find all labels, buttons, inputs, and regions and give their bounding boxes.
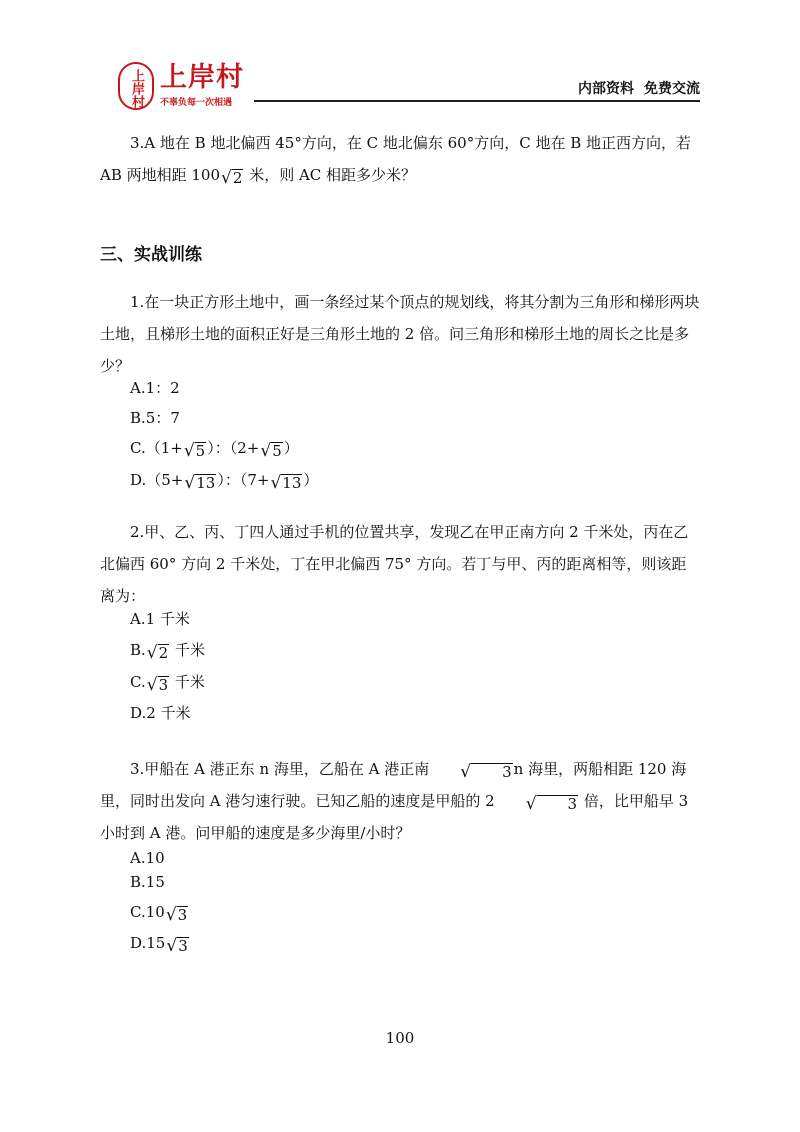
prev-question-line-1: 3.A 地在 B 地北偏西 45°方向，在 C 地北偏东 60°方向，C 地在 B 地正西方向，若 [130,134,692,152]
q1-option-a: A.1：2 [130,379,180,397]
sqrt: √ 2 [221,168,243,188]
header-note-left: 内部资料 [578,81,634,97]
logo-name: 上岸村 [160,62,244,93]
q1-option-c: C.（1+ √ 5 ）：（2+ √ 5 ） [130,439,299,461]
header-note-right: 免费交流 [644,81,700,97]
q1-option-b: B.5：7 [130,409,180,427]
logo-slogan: 不辜负每一次相遇 [160,98,233,108]
q1-option-d: D.（5+ √ 13 ）：（7+ √ 13 ） [130,471,319,493]
q2-option-a: A.1 千米 [130,610,190,628]
q3-option-a: A.10 [130,849,165,867]
header-note [578,80,700,98]
q3-option-d: D.15 √ 3 [130,934,188,956]
prev-question-line-2: AB 两地相距 100 √ 2 米，则 AC 相距多少米？ [100,166,417,188]
page-number: 100 [385,1029,415,1047]
q2-option-b: B. √ 2 千米 [130,641,205,663]
section-title: 三、实战训练 [100,245,202,265]
q2-stem: 2.甲、乙、丙、丁四人通过手机的位置共享，发现乙在甲正南方向 2 千米处，丙在乙北偏西 60° 方向 2 千米处，丁在甲北偏西 75° 方向。若丁与甲、丙的距离相等，则该距离为： [100,523,689,605]
q2-option-d: D.2 千米 [130,704,191,722]
prev-question-3 [100,127,700,191]
q3-option-c: C.10 √ 3 [130,903,188,925]
q3-stem: 3.甲船在 A 港正东 n 海里，乙船在 A 港正南 √ 3 n 海里，两船相距 120 海里，同时出发向 A 港匀速行驶。已知乙船的速度是甲船的 2 √ 3 倍，比甲船早 3 小时到 A 港。问甲船的速度是多少海里/小时？ [100,760,689,842]
logo-seal: 上岸村 [118,62,154,110]
q2-option-c: C. √ 3 千米 [130,673,205,695]
q1-stem: 1.在一块正方形土地中，画一条经过某个顶点的规划线，将其分割为三角形和梯形两块土地，且梯形土地的面积正好是三角形土地的 2 倍。问三角形和梯形土地的周长之比是多少？ [100,293,700,375]
header-rule [254,100,700,102]
q3-option-b: B.15 [130,873,165,891]
